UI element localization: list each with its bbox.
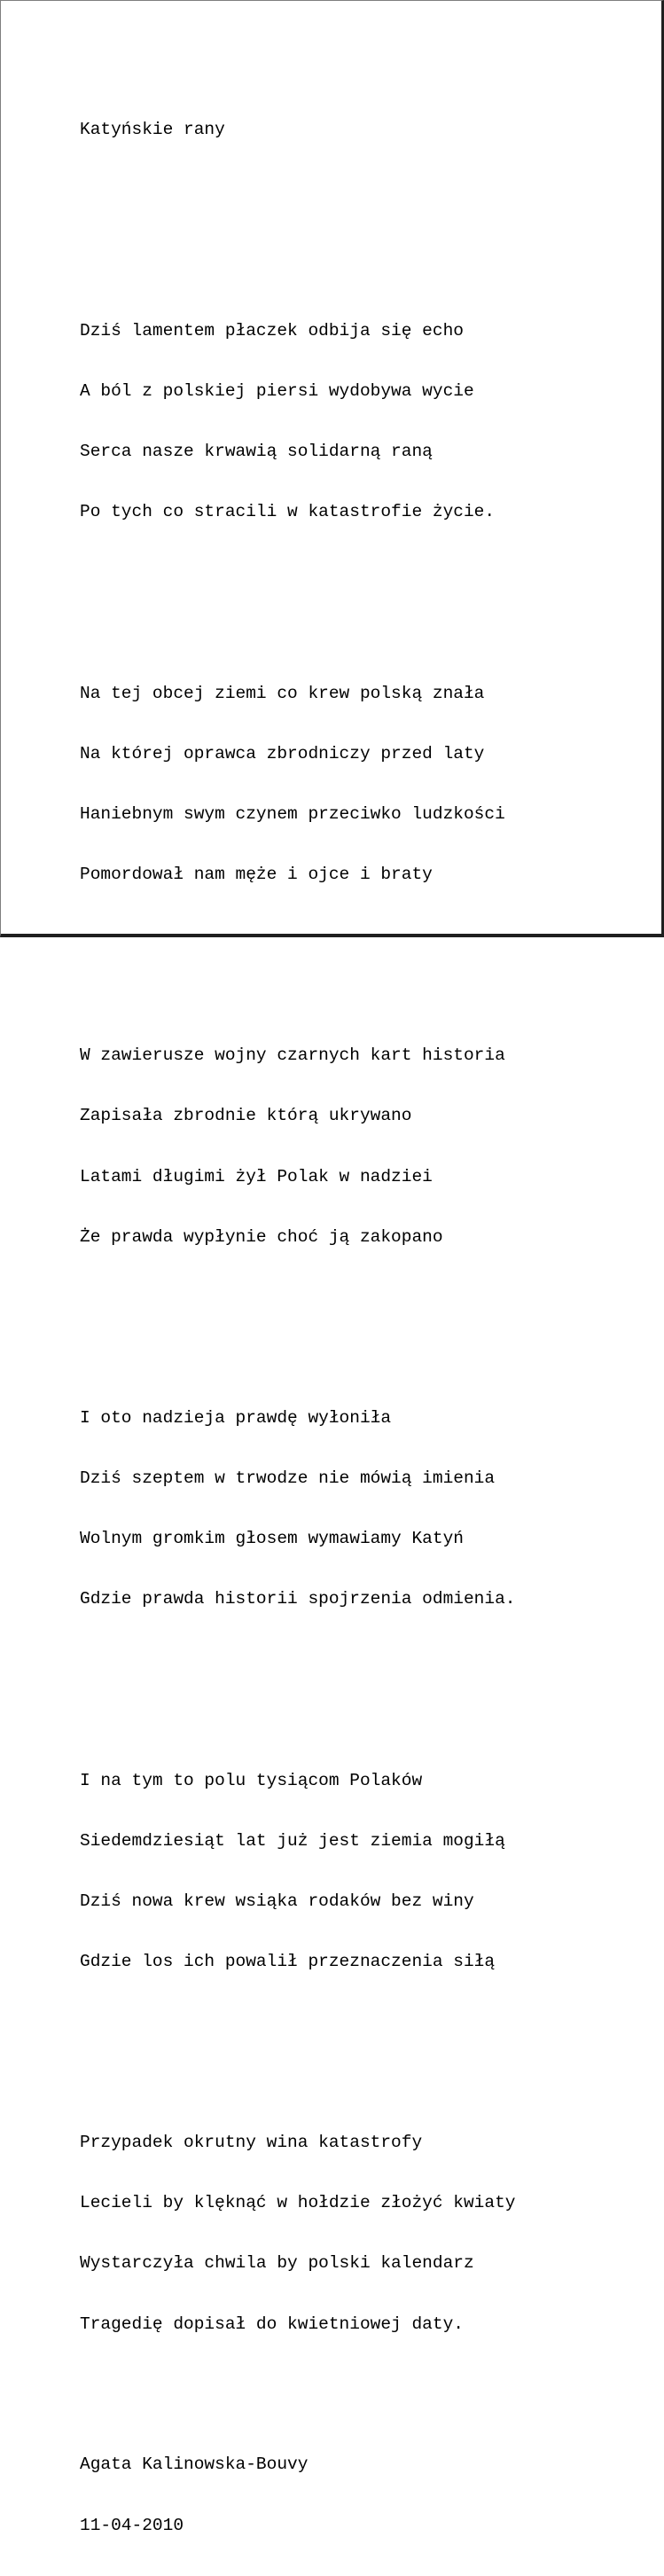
stanza-6 <box>80 2093 515 2375</box>
stanza-4 <box>80 1368 515 1650</box>
poem-line: Po tych co stracili w katastrofie życie. <box>80 502 496 522</box>
poem-line: Na tej obcej ziemi co krew polską znała <box>80 683 485 703</box>
poem-line: Dziś nowa krew wsiąka rodaków bez winy <box>80 1891 474 1911</box>
poem-line: W zawierusze wojny czarnych kart historia <box>80 1045 505 1066</box>
poem-body <box>80 80 515 2576</box>
poem-line: I na tym to polu tysiącom Polaków <box>80 1770 423 1790</box>
author-name: Agata Kalinowska-Bouvy <box>80 2455 309 2475</box>
poem-line: Haniebnym swym czynem przeciwko ludzkości <box>80 803 505 824</box>
poem-line: Latami długimi żył Polak w nadziei <box>80 1166 433 1186</box>
title-spacer <box>80 181 515 221</box>
poem-line: Pomordował nam męże i ojce i braty <box>80 865 433 884</box>
poem-line: Przypadek okrutny wina katastrofy <box>80 2133 423 2153</box>
poem-line: Serca nasze krwawią solidarną raną <box>80 442 433 462</box>
stanza-2 <box>80 643 515 925</box>
poem-line: A ból z polskiej piersi wydobywa wycie <box>80 381 474 402</box>
poem-line: Gdzie prawda historii spojrzenia odmienia. <box>80 1589 516 1609</box>
poem-line: Że prawda wypłynie choć ją zakopano <box>80 1226 443 1247</box>
poem-line: Siedemdziesiąt lat już jest ziemia mogiłą <box>80 1830 505 1851</box>
stanza-5 <box>80 1730 515 2012</box>
poem-title: Katyńskie rany <box>80 120 225 140</box>
stanza-3 <box>80 1006 515 1288</box>
poem-line: Dziś lamentem płaczek odbija się echo <box>80 321 464 341</box>
poem-line: Lecieli by klęknąć w hołdzie złożyć kwiaty <box>80 2193 516 2213</box>
poem-line: Wystarczyła chwila by polski kalendarz <box>80 2253 474 2274</box>
poem-line: Wolnym gromkim głosem wymawiamy Katyń <box>80 1529 464 1549</box>
poem-date: 11-04-2010 <box>80 2515 184 2535</box>
poem-line: I oto nadzieja prawdę wyłoniła <box>80 1407 392 1428</box>
poem-line: Dziś szeptem w trwodze nie mówią imienia <box>80 1468 496 1489</box>
poem-line: Zapisała zbrodnie którą ukrywano <box>80 1106 412 1126</box>
poem-line: Na której oprawca zbrodniczy przed laty <box>80 743 485 763</box>
poem-line: Gdzie los ich powalił przeznaczenia siłą <box>80 1951 496 1971</box>
poem-line: Tragedię dopisał do kwietniowej daty. <box>80 2314 464 2334</box>
stanza-1 <box>80 281 515 563</box>
